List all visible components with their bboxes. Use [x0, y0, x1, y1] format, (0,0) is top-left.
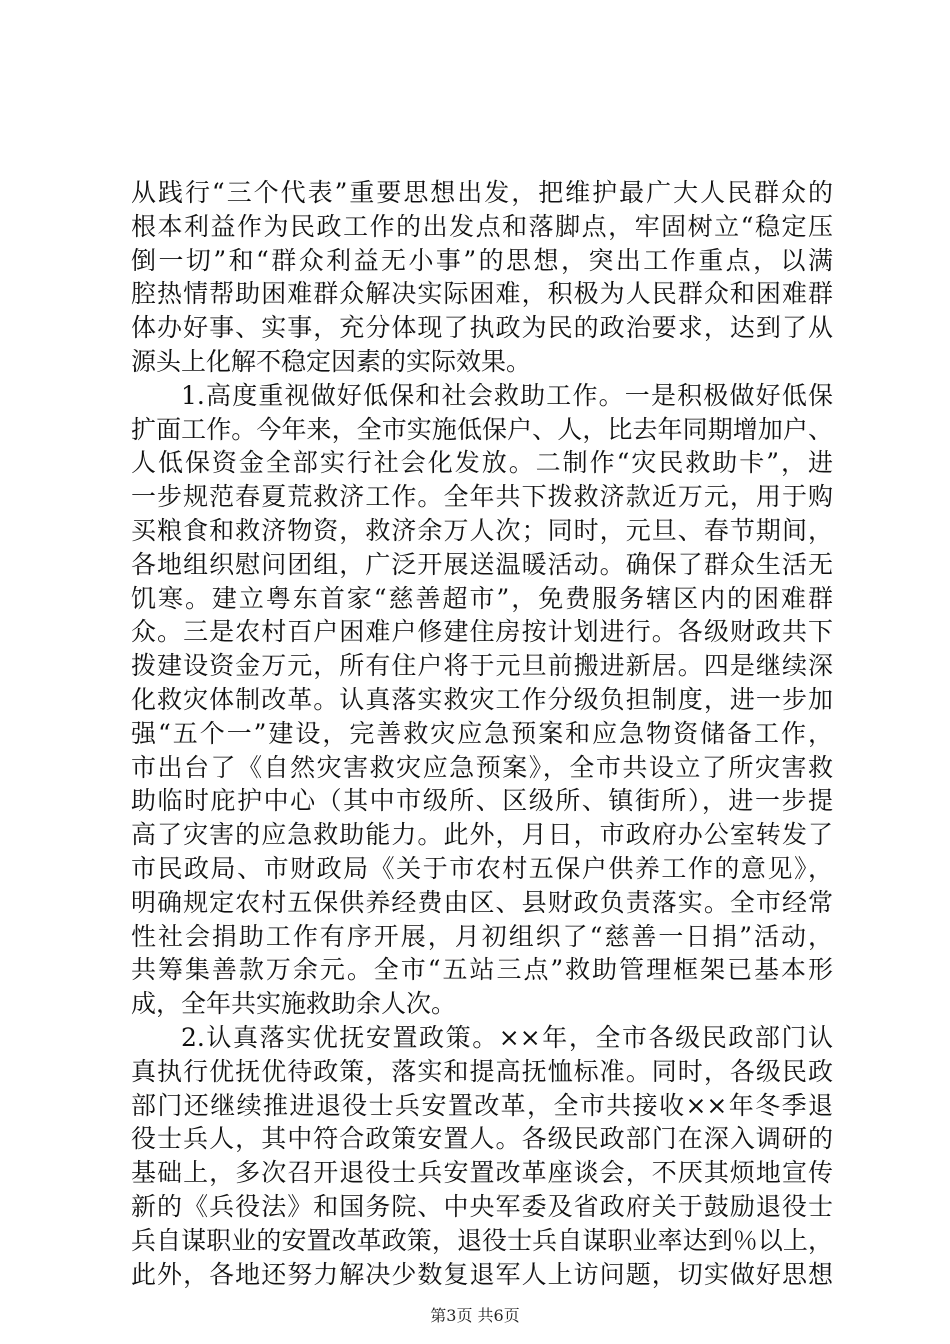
body-text — [131, 176, 833, 1291]
text-line: 高了灾害的应急救助能力。此外，月日，市政府办公室转发了 — [131, 820, 833, 850]
text-line: 强“五个一”建设，完善救灾应急预案和应急物资储备工作， — [131, 718, 833, 748]
page-footer: 第3页 共6页 — [430, 1306, 520, 1325]
text-line: 新的《兵役法》和国务院、中央军委及省政府关于鼓励退役士 — [131, 1191, 833, 1221]
text-line: 市出台了《自然灾害救灾应急预案》，全市共设立了所灾害救 — [131, 752, 833, 782]
text-line: 众。三是农村百户困难户修建住房按计划进行。各级财政共下 — [131, 617, 833, 647]
text-line: 役士兵人，其中符合政策安置人。各级民政部门在深入调研的 — [131, 1124, 833, 1154]
text-line: 兵自谋职业的安置改革政策，退役士兵自谋职业率达到％以上， — [131, 1225, 833, 1255]
text-line: 拨建设资金万元，所有住户将于元旦前搬进新居。四是继续深 — [131, 651, 833, 681]
text-line: 助临时庇护中心（其中市级所、区级所、镇街所），进一步提 — [131, 786, 833, 816]
text-line: 1.高度重视做好低保和社会救助工作。一是积极做好低保 — [181, 380, 833, 410]
text-line: 买粮食和救济物资，救济余万人次；同时，元旦、春节期间， — [131, 515, 833, 545]
text-line: 各地组织慰问团组，广泛开展送温暖活动。确保了群众生活无 — [131, 549, 833, 579]
text-line: 源头上化解不稳定因素的实际效果。 — [131, 346, 532, 376]
text-line: 成，全年共实施救助余人次。 — [131, 989, 457, 1019]
text-line: 从践行“三个代表”重要思想出发，把维护最广大人民群众的 — [131, 178, 833, 207]
text-line: 明确规定农村五保供养经费由区、县财政负责落实。全市经常 — [131, 887, 833, 917]
text-line: 扩面工作。今年来，全市实施低保户、人，比去年同期增加户、 — [131, 414, 833, 444]
text-line: 人低保资金全部实行社会化发放。二制作“灾民救助卡”，进 — [131, 448, 833, 478]
text-line: 化救灾体制改革。认真落实救灾工作分级负担制度，进一步加 — [131, 684, 833, 714]
text-line: 饥寒。建立粤东首家“慈善超市”，免费服务辖区内的困难群 — [131, 583, 833, 613]
text-line: 一步规范春夏荒救济工作。全年共下拨救济款近万元，用于购 — [131, 482, 833, 512]
text-line: 共筹集善款万余元。全市“五站三点”救助管理框架已基本形 — [131, 955, 833, 985]
text-line: 腔热情帮助困难群众解决实际困难，积极为人民群众和困难群 — [131, 279, 833, 309]
text-line: 倒一切”和“群众利益无小事”的思想，突出工作重点，以满 — [131, 245, 833, 275]
text-line: 2.认真落实优抚安置政策。××年，全市各级民政部门认 — [181, 1022, 833, 1052]
text-line: 体办好事、实事，充分体现了执政为民的政治要求，达到了从 — [131, 313, 833, 343]
text-line: 此外，各地还努力解决少数复退军人上访问题，切实做好思想 — [131, 1259, 833, 1289]
text-line: 性社会捐助工作有序开展，月初组织了“慈善一日捐”活动， — [131, 921, 833, 951]
text-line: 基础上，多次召开退役士兵安置改革座谈会，不厌其烦地宣传 — [131, 1158, 833, 1188]
text-line: 市民政局、市财政局《关于市农村五保户供养工作的意见》， — [131, 853, 833, 883]
text-line: 根本利益作为民政工作的出发点和落脚点，牢固树立“稳定压 — [131, 211, 833, 241]
text-line: 部门还继续推进退役士兵安置改革，全市共接收××年冬季退 — [131, 1090, 833, 1120]
text-line: 真执行优抚优待政策，落实和提高抚恤标准。同时，各级民政 — [131, 1056, 833, 1086]
